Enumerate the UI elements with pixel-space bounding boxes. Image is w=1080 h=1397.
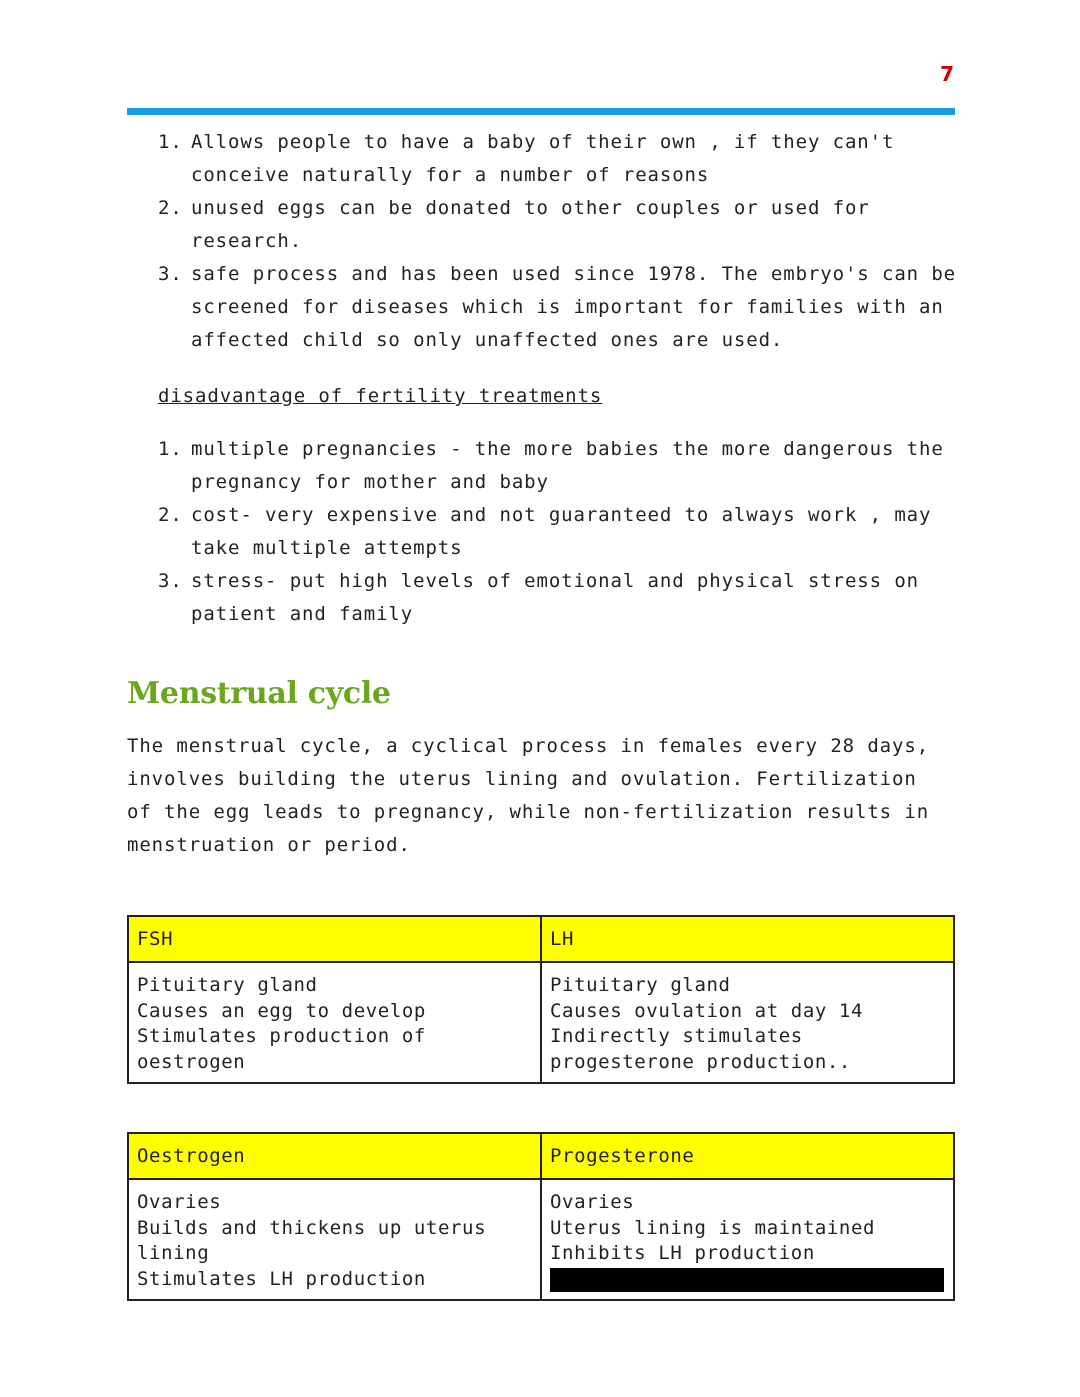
list-item xyxy=(158,126,958,192)
cell-line: Builds and thickens up uterus xyxy=(137,1216,487,1239)
cell-line: Inhibits LH production xyxy=(550,1242,815,1264)
cell-line: Ovaries xyxy=(550,1191,635,1213)
table-header-row xyxy=(128,1133,954,1179)
cell-line: Ovaries xyxy=(137,1191,222,1213)
table-cell xyxy=(128,962,541,1083)
disadvantages-heading: disadvantage of fertility treatments xyxy=(158,385,603,407)
oestrogen-progesterone-table xyxy=(127,1132,955,1301)
list-number: 2. xyxy=(158,504,183,526)
cell-line: Pituitary gland xyxy=(550,974,731,996)
list-item-text: stress- put high levels of emotional and physical stress on patient and family xyxy=(191,570,919,625)
list-item-text: multiple pregnancies - the more babies the more dangerous the pregnancy for mother and baby xyxy=(191,438,944,493)
cell-line: progesterone production.. xyxy=(550,1050,851,1073)
table-cell xyxy=(541,962,954,1083)
list-number: 2. xyxy=(158,197,183,219)
cell-line: Stimulates LH production xyxy=(137,1267,426,1290)
cell-line: Pituitary gland xyxy=(137,974,318,996)
cell-line: Stimulates production of xyxy=(137,1025,426,1047)
list-number: 1. xyxy=(158,131,183,153)
list-item-text: safe process and has been used since 1978. The embryo's can be screened for diseases which is important for families with an affected child so only unaffected ones are used. xyxy=(191,263,957,351)
intro-paragraph: The menstrual cycle, a cyclical process in females every 28 days, involves building the uterus lining and ovulation. Fertilization of the egg leads to pregnancy, while non-fertilization results in menstruation or period. xyxy=(127,735,930,856)
table-header-row xyxy=(128,916,954,962)
list-item xyxy=(158,565,958,631)
table-row xyxy=(128,962,954,1083)
list-item-text: cost- very expensive and not guaranteed to always work , may take multiple attempts xyxy=(191,504,932,559)
cell-line: oestrogen xyxy=(137,1050,246,1073)
cell-line: Indirectly stimulates xyxy=(550,1025,803,1047)
list-item-text: Allows people to have a baby of their own , if they can't conceive naturally for a number of reasons xyxy=(191,131,895,186)
advantages-list xyxy=(158,126,958,357)
cell-line: lining xyxy=(137,1242,210,1264)
section-title: Menstrual cycle xyxy=(127,676,391,711)
table-header-cell: FSH xyxy=(128,916,541,962)
cell-line: Causes ovulation at day 14 xyxy=(550,999,864,1022)
list-number: 1. xyxy=(158,438,183,460)
cell-line: Uterus lining is maintained xyxy=(550,1216,876,1239)
disadvantages-list xyxy=(158,433,958,631)
list-item xyxy=(158,258,958,357)
fsh-lh-table xyxy=(127,915,955,1084)
table-header-cell: LH xyxy=(541,916,954,962)
table-row xyxy=(128,1179,954,1300)
list-item xyxy=(158,433,958,499)
page-number: 7 xyxy=(940,62,954,86)
table-header-cell: Progesterone xyxy=(541,1133,954,1179)
redaction-bar xyxy=(550,1268,944,1292)
table-cell xyxy=(128,1179,541,1300)
list-number: 3. xyxy=(158,570,183,592)
table-header-cell: Oestrogen xyxy=(128,1133,541,1179)
header-rule xyxy=(127,108,955,115)
list-item xyxy=(158,499,958,565)
list-number: 3. xyxy=(158,263,183,285)
list-item-text: unused eggs can be donated to other couples or used for research. xyxy=(191,197,870,252)
cell-line: Causes an egg to develop xyxy=(137,999,426,1022)
list-item xyxy=(158,192,958,258)
table-cell xyxy=(541,1179,954,1300)
